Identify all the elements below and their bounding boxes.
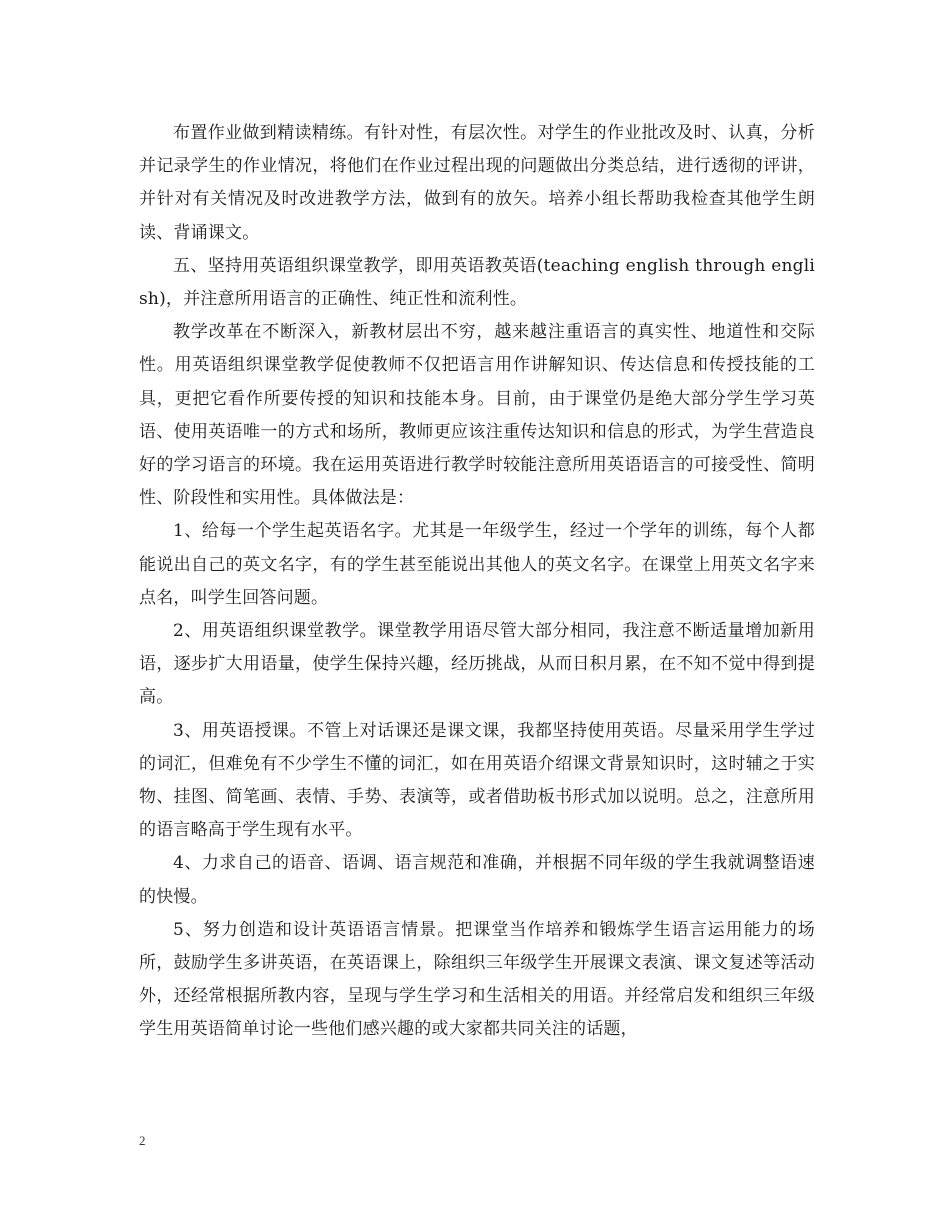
paragraph-section-five-heading: 五、坚持用英语组织课堂教学，即用英语教英语(teaching english through english)，并注意所用语言的正确性、纯正性和流利性。: [139, 255, 815, 310]
paragraph-item-2: 2、用英语组织课堂教学。课堂教学用语尽管大部分相同，我注意不断适量增加新用语，逐步扩大用语量，使学生保持兴趣，经历挑战，从而日积月累，在不知不觉中得到提高。: [139, 621, 815, 708]
paragraph-item-5: 5、努力创造和设计英语语言情景。把课堂当作培养和锻炼学生语言运用能力的场所，鼓励学生多讲英语，在英语课上，除组织三年级学生开展课文表演、课文复述等活动外，还经常根据所教内容，呈现与学生学习和生活相关的用语。并经常启发和组织三年级学生用英语简单讨论一些他们感兴趣的或大家都共同关注的话题，: [139, 919, 815, 1040]
paragraph-item-4: 4、力求自己的语音、语调、语言规范和准确，并根据不同年级的学生我就调整语速的快慢。: [139, 853, 815, 907]
document-body: [139, 117, 815, 1047]
paragraph-teaching-reform: 教学改革在不断深入，新教材层出不穷，越来越注重语言的真实性、地道性和交际性。用英语组织课堂教学促使教师不仅把语言用作讲解知识、传达信息和传授技能的工具，更把它看作所要传授的知识和技能本身。目前，由于课堂仍是绝大部分学生学习英语、使用英语唯一的方式和场所，教师更应该注重传达知识和信息的形式，为学生营造良好的学习语言的环境。我在运用英语进行教学时较能注意所用英语语言的可接受性、简明性、阶段性和实用性。具体做法是：: [139, 322, 815, 509]
paragraph-item-1: 1、给每一个学生起英语名字。尤其是一年级学生，经过一个学年的训练，每个人都能说出自己的英文名字，有的学生甚至能说出其他人的英文名字。在课堂上用英文名字来点名，叫学生回答问题。: [139, 521, 815, 608]
paragraph-item-3: 3、用英语授课。不管上对话课还是课文课，我都坚持使用英语。尽量采用学生学过的词汇，但难免有不少学生不懂的词汇，如在用英语介绍课文背景知识时，这时辅之于实物、挂图、简笔画、表情、手势、表演等，或者借助板书形式加以说明。总之，注意所用的语言略高于学生现有水平。: [139, 720, 815, 841]
page-number: 2: [139, 1133, 146, 1148]
paragraph-homework: 布置作业做到精读精练。有针对性，有层次性。对学生的作业批改及时、认真，分析并记录学生的作业情况，将他们在作业过程出现的问题做出分类总结，进行透彻的评讲，并针对有关情况及时改进教学方法，做到有的放矢。培养小组长帮助我检查其他学生朗读、背诵课文。: [139, 123, 815, 243]
